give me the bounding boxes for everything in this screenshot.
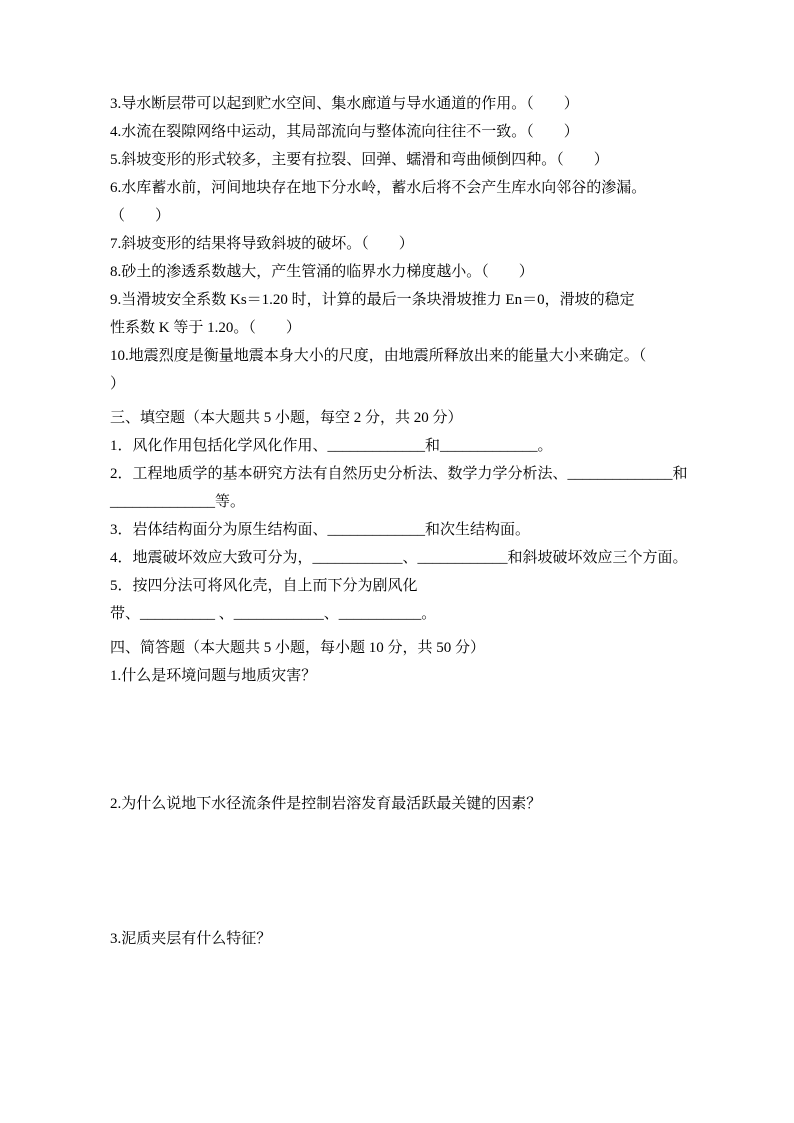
fb-question-2-line-2: ______________等。 bbox=[110, 494, 246, 510]
tf-question-5: 5.斜坡变形的形式较多，主要有拉裂、回弹、蠕滑和弯曲倾倒四种。（ ） bbox=[110, 152, 609, 168]
fb-question-5-line-1: 5．按四分法可将风化壳，自上而下分为剧风化 bbox=[110, 578, 418, 594]
section-heading-fill-blank: 三、填空题（本大题共 5 小题，每空 2 分，共 20 分） bbox=[110, 410, 463, 426]
sa-question-3: 3.泥质夹层有什么特征？ bbox=[110, 931, 272, 947]
answer-space-2 bbox=[110, 818, 694, 925]
tf-question-7: 7.斜坡变形的结果将导致斜坡的破坏。（ ） bbox=[110, 236, 414, 252]
tf-question-9-line-2: 性系数 K 等于 1.20。（ ） bbox=[110, 320, 301, 336]
fb-question-5-line-2: 带、__________ 、____________、___________。 bbox=[110, 606, 437, 622]
tf-question-9-line-1: 9.当滑坡安全系数 Ks＝1.20 时，计算的最后一条块滑坡推力 En＝0，滑坡的稳定 bbox=[110, 292, 635, 308]
tf-question-10-line-2: ） bbox=[110, 376, 126, 392]
sa-question-2: 2.为什么说地下水径流条件是控制岩溶发育最活跃最关键的因素？ bbox=[110, 796, 542, 812]
fb-question-2-line-1: 2．工程地质学的基本研究方法有自然历史分析法、数学力学分析法、______________和 bbox=[110, 466, 688, 482]
fb-question-4: 4．地震破坏效应大致可分为，____________、____________和斜坡破坏效应三个方面。 bbox=[110, 550, 688, 566]
answer-space-1 bbox=[110, 690, 694, 790]
tf-question-3: 3.导水断层带可以起到贮水空间、集水廊道与导水通道的作用。（ ） bbox=[110, 96, 579, 112]
fb-question-3: 3．岩体结构面分为原生结构面、_____________和次生结构面。 bbox=[110, 522, 531, 538]
fb-question-1: 1．风化作用包括化学风化作用、_____________和_____________。 bbox=[110, 438, 553, 454]
sa-question-1: 1.什么是环境问题与地质灾害？ bbox=[110, 668, 317, 684]
tf-question-8: 8.砂土的渗透系数越大，产生管涌的临界水力梯度越小。（ ） bbox=[110, 264, 534, 280]
tf-question-6-line-1: 6.水库蓄水前，河间地块存在地下分水岭，蓄水后将不会产生库水向邻谷的渗漏。 bbox=[110, 180, 647, 196]
tf-question-6-line-2: （ ） bbox=[110, 208, 171, 224]
tf-question-4: 4.水流在裂隙网络中运动，其局部流向与整体流向往往不一致。（ ） bbox=[110, 124, 579, 140]
section-heading-short-answer: 四、简答题（本大题共 5 小题，每小题 10 分，共 50 分） bbox=[110, 640, 486, 656]
tf-question-10-line-1: 10.地震烈度是衡量地震本身大小的尺度，由地震所释放出来的能量大小来确定。（ bbox=[110, 348, 647, 364]
